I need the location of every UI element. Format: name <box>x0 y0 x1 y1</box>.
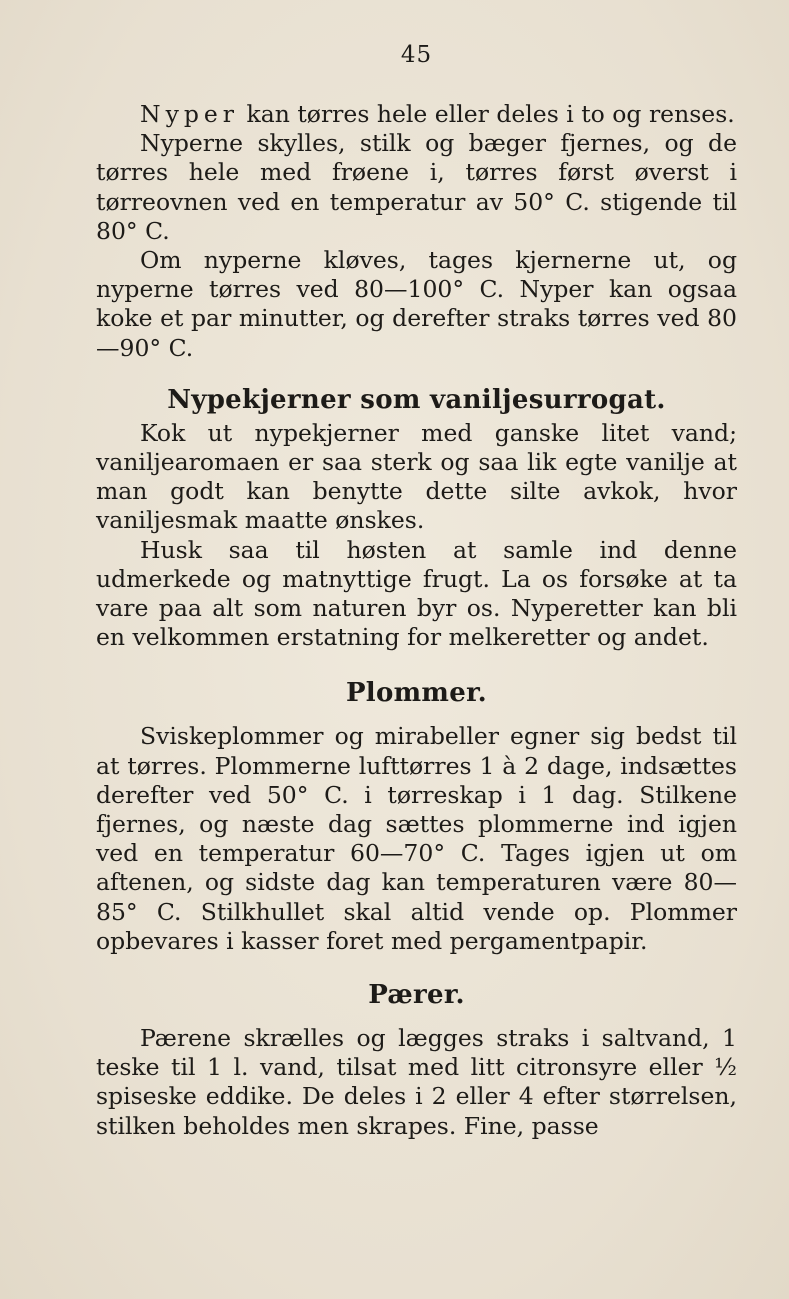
paragraph-nyper-drying: Nyperne skylles, stilk og bæger fjernes, og de tørres hele med frøene i, tørres først øverst i tørreovnen ved en temperatur av 50° C. stigende til 80° C. <box>96 129 737 245</box>
paragraph-nypekjerner-2: Husk saa til høsten at samle ind denne udmerkede og matnyttige frugt. La os forsøke at ta vare paa alt som naturen byr os. Nyperetter kan bli en velkommen erstatning for melkeretter og andet. <box>96 535 737 652</box>
lead-word-nyper: Nyper <box>140 100 240 128</box>
heading-plommer: Plommer. <box>345 678 488 709</box>
paragraph-paerer: Pærene skrælles og lægges straks i saltvand, 1 teske til 1 l. vand, tilsat med litt citronsyre eller ½ spiseske eddike. De deles i 2 eller 4 efter størrelsen, stilken beholdes men skrapes. Fine, passe <box>96 1024 737 1140</box>
paragraph-plommer: Sviskeplommer og mirabeller egner sig bedst til at tørres. Plommerne lufttørres 1 à 2 dage, indsættes derefter ved 50° C. i tørreskap i 1 dag. Stilkene fjernes, og næste dag sættes plommerne ind igjen ved en temperatur 60—70° C. Tages igjen ut om aftenen, og sidste dag kan temperaturen være 80—85° C. Stilkhullet skal altid vende op. Plommer opbevares i kasser foret med pergamentpapir. <box>96 722 737 955</box>
paragraph-nyper-intro <box>96 100 737 129</box>
paragraph-nypekjerner-1: Kok ut nypekjerner med ganske litet vand; vaniljearomaen er saa sterk og saa lik egte vanilje at man godt kan benytte dette silte avkok, hvor vaniljesmak maatte ønskes. <box>96 418 737 535</box>
paragraph-nyper-splitting: Om nyperne kløves, tages kjernerne ut, og nyperne tørres ved 80—100° C. Nyper kan ogsaa koke et par minutter, og derefter straks tørres ved 80—90° C. <box>96 246 737 362</box>
paragraph-nyper-intro-text: kan tørres hele eller deles i to og renses. <box>239 100 735 128</box>
page-number: 45 <box>400 42 433 68</box>
heading-paerer: Pærer. <box>368 980 465 1011</box>
heading-nypekjerner: Nypekjerner som vaniljesurrogat. <box>167 384 666 415</box>
